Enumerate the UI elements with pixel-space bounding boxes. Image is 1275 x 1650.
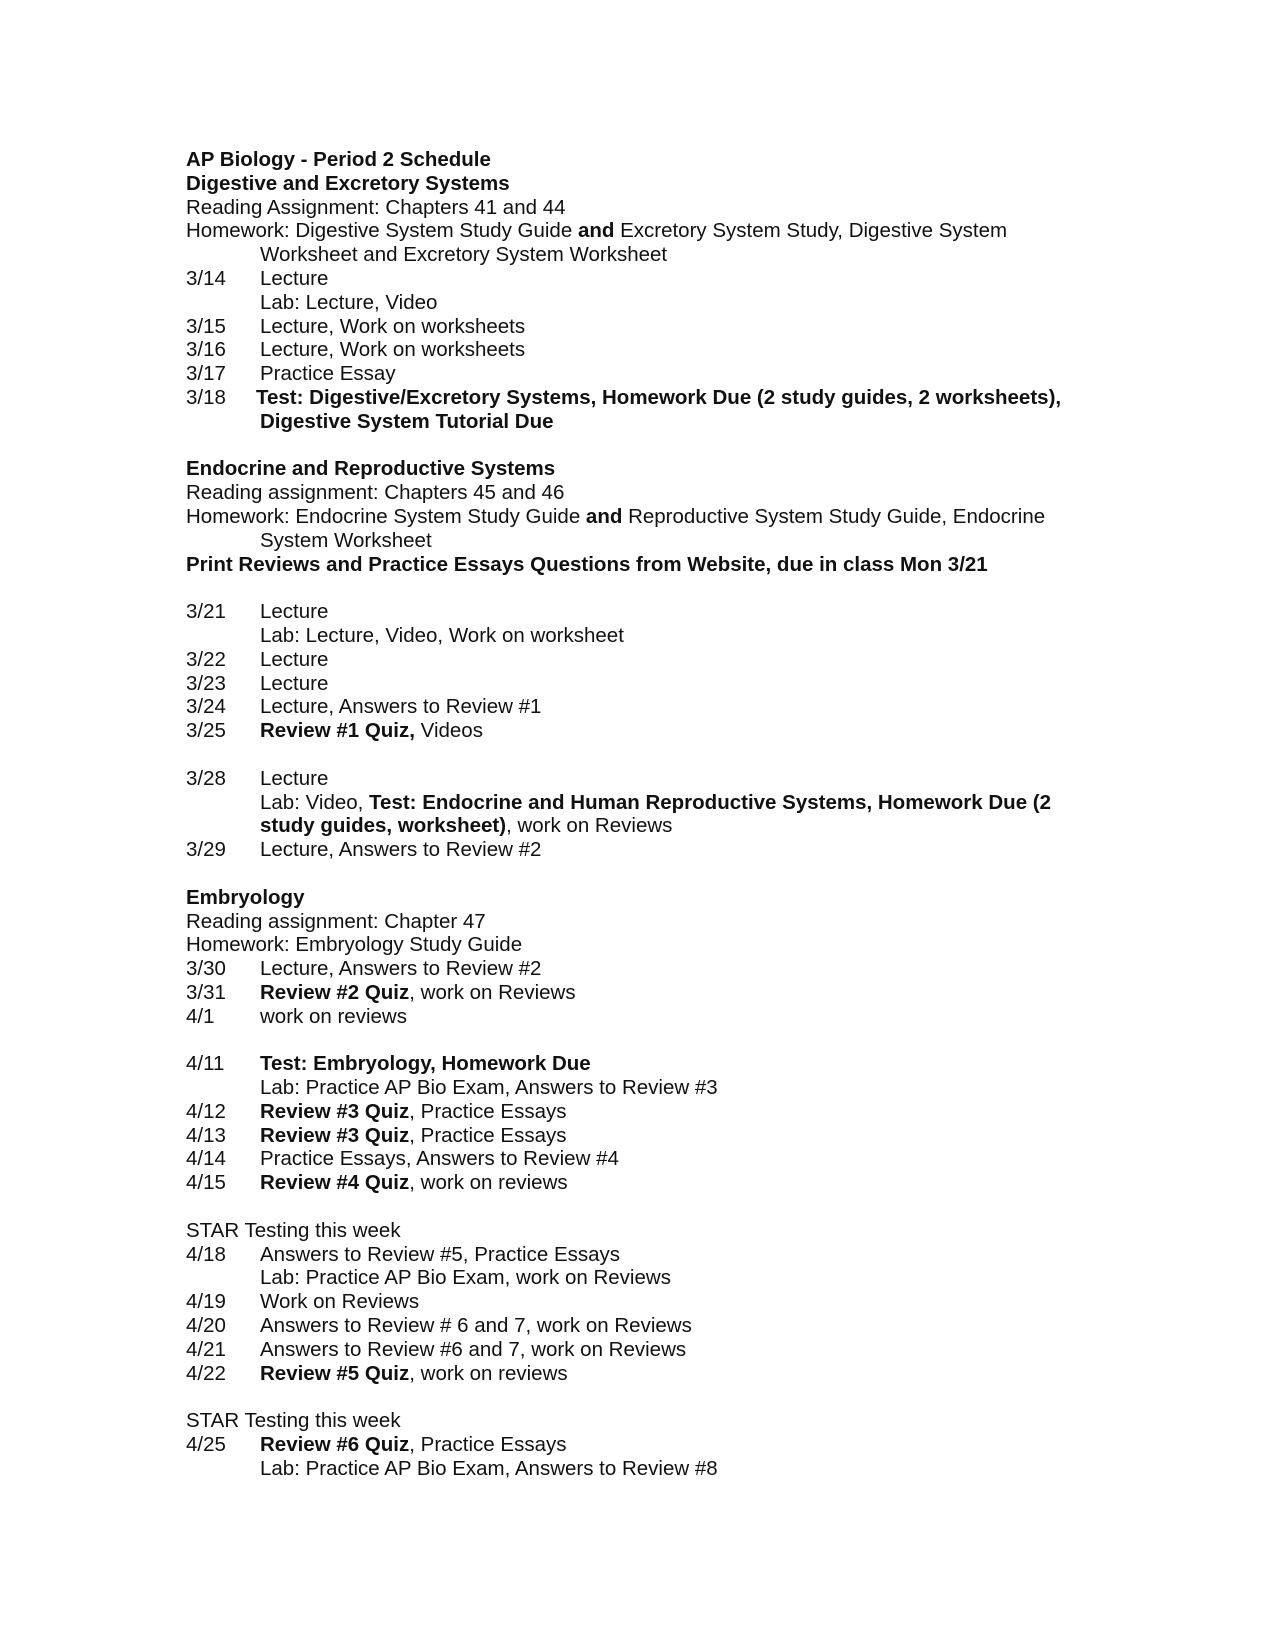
activity: Review #3 Quiz, Practice Essays (260, 1123, 567, 1147)
date: 4/22 (186, 1361, 226, 1385)
date: 3/23 (186, 671, 226, 695)
schedule-row (186, 1338, 1116, 1362)
schedule-row (186, 838, 1116, 862)
homework-line: Homework: Embryology Study Guide (186, 933, 523, 957)
date: 3/24 (186, 695, 226, 719)
schedule-row (186, 672, 1116, 696)
activity-cont: Digestive System Tutorial Due (260, 409, 554, 433)
activity-cont: study guides, worksheet), work on Reviews (260, 814, 673, 838)
page-title: AP Biology - Period 2 Schedule (186, 148, 491, 171)
activity: Review #6 Quiz, Practice Essays (260, 1433, 567, 1457)
activity: Review #2 Quiz, work on Reviews (260, 980, 576, 1004)
unit-heading-digestive: Digestive and Excretory Systems (186, 171, 510, 195)
activity: Lecture, Work on worksheets (260, 338, 526, 362)
activity: Practice Essays, Answers to Review #4 (260, 1147, 619, 1171)
date: 4/20 (186, 1314, 226, 1338)
schedule-row (186, 1124, 1116, 1148)
date: 3/15 (186, 314, 226, 338)
date: 3/28 (186, 766, 226, 790)
activity: Lecture (260, 266, 329, 290)
schedule-row (186, 600, 1116, 624)
homework-line: Homework: Endocrine System Study Guide and Reproductive System Study Guide, Endocrine (186, 504, 1046, 528)
schedule-row (186, 1362, 1116, 1386)
schedule-row (186, 315, 1116, 339)
schedule-row (186, 1433, 1116, 1457)
date: 3/25 (186, 719, 226, 743)
activity: Test: Embryology, Homework Due (260, 1052, 591, 1076)
date: 3/31 (186, 980, 226, 1004)
activity: Lecture (260, 766, 329, 790)
activity: Lecture (260, 671, 329, 695)
unit-heading-embryology: Embryology (186, 885, 305, 909)
schedule-row (186, 1290, 1116, 1314)
homework-line-cont: Worksheet and Excretory System Worksheet (260, 243, 668, 267)
schedule-row (186, 1147, 1116, 1171)
schedule-row (186, 362, 1116, 386)
date: 3/21 (186, 600, 226, 624)
star-testing-heading: STAR Testing this week (186, 1218, 401, 1242)
activity: Lecture, Answers to Review #2 (260, 957, 542, 981)
schedule-row (186, 386, 1116, 410)
activity: Lecture (260, 600, 329, 624)
schedule-row (186, 648, 1116, 672)
activity: Review #4 Quiz, work on reviews (260, 1171, 568, 1195)
schedule-row (186, 267, 1116, 291)
schedule-row (186, 1243, 1116, 1267)
schedule-row (186, 1100, 1116, 1124)
date: 4/12 (186, 1099, 226, 1123)
activity-cont: Lab: Practice AP Bio Exam, Answers to Review #3 (260, 1076, 718, 1100)
date: 3/17 (186, 362, 226, 386)
reading-assignment: Reading Assignment: Chapters 41 and 44 (186, 195, 566, 219)
date: 4/19 (186, 1290, 226, 1314)
schedule-row (186, 767, 1116, 791)
date: 3/29 (186, 838, 226, 862)
homework-line-cont: System Worksheet (260, 528, 432, 552)
date: 4/15 (186, 1171, 226, 1195)
date: 4/21 (186, 1337, 226, 1361)
activity: Answers to Review #5, Practice Essays (260, 1242, 621, 1266)
unit-heading-endocrine: Endocrine and Reproductive Systems (186, 457, 556, 481)
date: 3/16 (186, 338, 226, 362)
schedule-row (186, 1005, 1116, 1029)
date: 4/14 (186, 1147, 226, 1171)
schedule-row (186, 1052, 1116, 1076)
schedule-row (186, 695, 1116, 719)
activity-cont: Lab: Lecture, Video, Work on worksheet (260, 623, 624, 647)
homework-line: Homework: Digestive System Study Guide and Excretory System Study, Digestive System (186, 219, 1008, 243)
activity: Work on Reviews (260, 1290, 420, 1314)
activity: Answers to Review # 6 and 7, work on Reviews (260, 1314, 692, 1338)
date: 4/1 (186, 1004, 215, 1028)
schedule-row (186, 1171, 1116, 1195)
date: 4/18 (186, 1242, 226, 1266)
activity: Review #5 Quiz, work on reviews (260, 1361, 568, 1385)
activity: Review #3 Quiz, Practice Essays (260, 1099, 567, 1123)
activity: Lecture, Answers to Review #1 (260, 695, 542, 719)
schedule-document (186, 148, 1116, 1481)
activity: Lecture, Answers to Review #2 (260, 838, 542, 862)
schedule-row (186, 1314, 1116, 1338)
activity: Answers to Review #6 and 7, work on Reviews (260, 1337, 687, 1361)
schedule-row (186, 957, 1116, 981)
date: 3/22 (186, 647, 226, 671)
activity-cont: Lab: Lecture, Video (260, 290, 438, 314)
star-testing-heading: STAR Testing this week (186, 1409, 401, 1433)
schedule-row (186, 719, 1116, 743)
date: 4/25 (186, 1433, 226, 1457)
activity: work on reviews (260, 1004, 407, 1028)
reading-assignment: Reading assignment: Chapters 45 and 46 (186, 481, 565, 505)
activity: Lecture, Work on worksheets (260, 314, 526, 338)
date: 3/30 (186, 957, 226, 981)
schedule-row (186, 338, 1116, 362)
activity: Review #1 Quiz, Videos (260, 719, 483, 743)
date: 4/13 (186, 1123, 226, 1147)
activity-cont: Lab: Practice AP Bio Exam, Answers to Review #8 (260, 1456, 718, 1480)
activity: Test: Digestive/Excretory Systems, Homework Due (2 study guides, 2 worksheets), (256, 385, 1062, 409)
schedule-row (186, 981, 1116, 1005)
date: 4/11 (186, 1052, 225, 1076)
date: 3/18 (186, 385, 226, 409)
activity: Practice Essay (260, 362, 396, 386)
reading-assignment: Reading assignment: Chapter 47 (186, 909, 486, 933)
date: 3/14 (186, 266, 226, 290)
activity-cont: Lab: Video, Test: Endocrine and Human Reproductive Systems, Homework Due (2 (260, 790, 1052, 814)
activity-cont: Lab: Practice AP Bio Exam, work on Reviews (260, 1266, 671, 1290)
print-reviews-note: Print Reviews and Practice Essays Questions from Website, due in class Mon 3/21 (186, 552, 988, 576)
activity: Lecture (260, 647, 329, 671)
